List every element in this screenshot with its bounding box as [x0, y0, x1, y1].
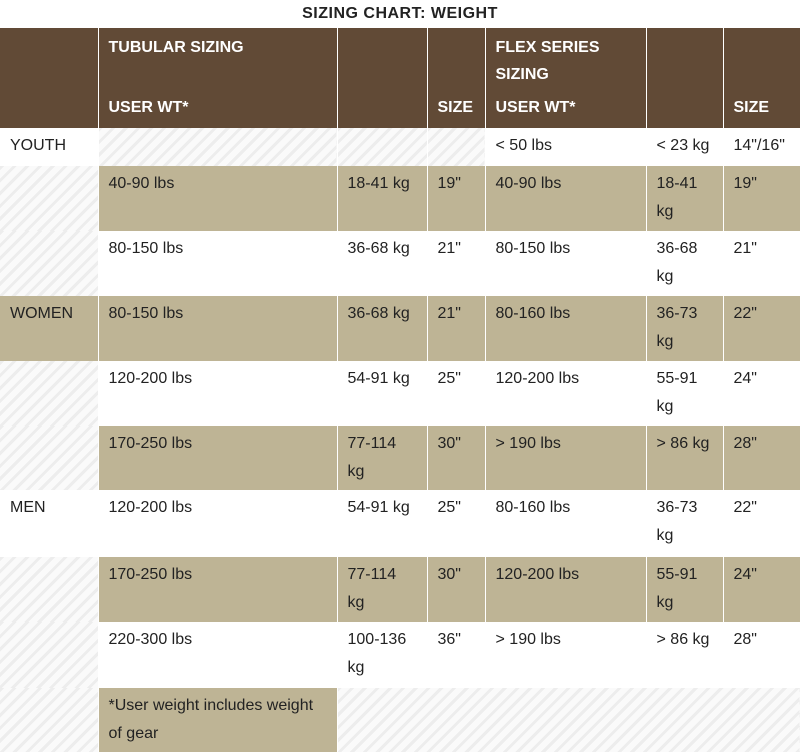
flex-size-cell: 24": [723, 361, 800, 426]
tubular-size-cell: 21": [427, 296, 485, 361]
flex-kg-cell: 36-68 kg: [646, 231, 723, 296]
flex-kg-cell: 36-73 kg: [646, 490, 723, 557]
flex-kg-cell: 55-91 kg: [646, 361, 723, 426]
flex-kg-cell: 36-73 kg: [646, 296, 723, 361]
tubular-size-cell: 21": [427, 231, 485, 296]
footnote-cell: *User weight includes weight of gear: [98, 688, 337, 752]
tubular-kg-cell: 18-41 kg: [337, 166, 427, 231]
category-cell: [0, 426, 98, 490]
header-tubular-kg: [337, 28, 427, 128]
flex-kg-cell: 18-41 kg: [646, 166, 723, 231]
flex-size-cell: 22": [723, 296, 800, 361]
flex-kg-cell: > 86 kg: [646, 622, 723, 688]
tubular-lbs-cell: [98, 128, 337, 166]
tubular-lbs-cell: 80-150 lbs: [98, 231, 337, 296]
tubular-lbs-cell: 170-250 lbs: [98, 557, 337, 622]
category-cell: [0, 231, 98, 296]
tubular-kg-cell: [337, 128, 427, 166]
flex-lbs-cell: 120-200 lbs: [485, 557, 646, 622]
tubular-kg-cell: 36-68 kg: [337, 231, 427, 296]
category-cell: MEN: [0, 490, 98, 557]
tubular-lbs-cell: 120-200 lbs: [98, 361, 337, 426]
tubular-size-cell: 30": [427, 426, 485, 490]
flex-size-cell: 28": [723, 426, 800, 490]
flex-lbs-cell: > 190 lbs: [485, 622, 646, 688]
header-flex-size: [723, 28, 800, 128]
flex-lbs-cell: 80-160 lbs: [485, 296, 646, 361]
category-cell: [0, 622, 98, 688]
tubular-size-cell: 19": [427, 166, 485, 231]
tubular-lbs-cell: 40-90 lbs: [98, 166, 337, 231]
flex-lbs-cell: > 190 lbs: [485, 426, 646, 490]
flex-size-cell: 28": [723, 622, 800, 688]
tubular-kg-cell: 54-91 kg: [337, 490, 427, 557]
flex-kg-cell: < 23 kg: [646, 128, 723, 166]
tubular-lbs-cell: 220-300 lbs: [98, 622, 337, 688]
table-row: [0, 166, 800, 231]
table-row: [0, 426, 800, 490]
table-row: [0, 490, 800, 557]
header-tubular-sizing: TUBULAR SIZING: [108, 39, 244, 56]
category-cell: [0, 166, 98, 231]
tubular-kg-cell: 100-136 kg: [337, 622, 427, 688]
tubular-size-cell: 25": [427, 490, 485, 557]
header-flex-size-label: SIZE: [733, 99, 770, 116]
table-row: [0, 557, 800, 622]
flex-kg-cell: > 86 kg: [646, 426, 723, 490]
flex-lbs-cell: 80-150 lbs: [485, 231, 646, 296]
footnote-fill: [337, 688, 800, 752]
tubular-size-cell: 36": [427, 622, 485, 688]
flex-size-cell: 24": [723, 557, 800, 622]
header-row: [0, 28, 800, 128]
header-flex-series-sizing: FLEX SERIES SIZING: [495, 39, 600, 83]
table-row: [0, 296, 800, 361]
header-flex-user-wt-label: USER WT*: [495, 99, 576, 116]
header-tubular-size-label: SIZE: [437, 99, 474, 116]
table-row: [0, 128, 800, 166]
header-tubular-size: [427, 28, 485, 128]
category-cell: WOMEN: [0, 296, 98, 361]
flex-lbs-cell: 80-160 lbs: [485, 490, 646, 557]
header-flex-kg: [646, 28, 723, 128]
flex-size-cell: 19": [723, 166, 800, 231]
tubular-lbs-cell: 120-200 lbs: [98, 490, 337, 557]
flex-size-cell: 14"/16": [723, 128, 800, 166]
footnote-row: [0, 688, 800, 752]
chart-title: SIZING CHART: WEIGHT: [302, 5, 498, 22]
flex-lbs-cell: < 50 lbs: [485, 128, 646, 166]
tubular-kg-cell: 36-68 kg: [337, 296, 427, 361]
table-row: [0, 622, 800, 688]
header-category: [0, 28, 98, 128]
flex-size-cell: 21": [723, 231, 800, 296]
tubular-lbs-cell: 170-250 lbs: [98, 426, 337, 490]
table-row: [0, 231, 800, 296]
tubular-size-cell: [427, 128, 485, 166]
table-row: [0, 361, 800, 426]
category-cell: YOUTH: [0, 128, 98, 166]
tubular-size-cell: 30": [427, 557, 485, 622]
tubular-lbs-cell: 80-150 lbs: [98, 296, 337, 361]
footnote-spacer: [0, 688, 98, 752]
header-tubular-user-wt: [98, 28, 337, 128]
tubular-kg-cell: 77-114 kg: [337, 426, 427, 490]
flex-lbs-cell: 120-200 lbs: [485, 361, 646, 426]
sizing-table: [0, 28, 800, 752]
tubular-kg-cell: 54-91 kg: [337, 361, 427, 426]
tubular-size-cell: 25": [427, 361, 485, 426]
flex-kg-cell: 55-91 kg: [646, 557, 723, 622]
category-cell: [0, 557, 98, 622]
header-tubular-user-wt-label: USER WT*: [108, 99, 189, 116]
category-cell: [0, 361, 98, 426]
flex-size-cell: 22": [723, 490, 800, 557]
tubular-kg-cell: 77-114 kg: [337, 557, 427, 622]
flex-lbs-cell: 40-90 lbs: [485, 166, 646, 231]
header-flex-user-wt: [485, 28, 646, 128]
